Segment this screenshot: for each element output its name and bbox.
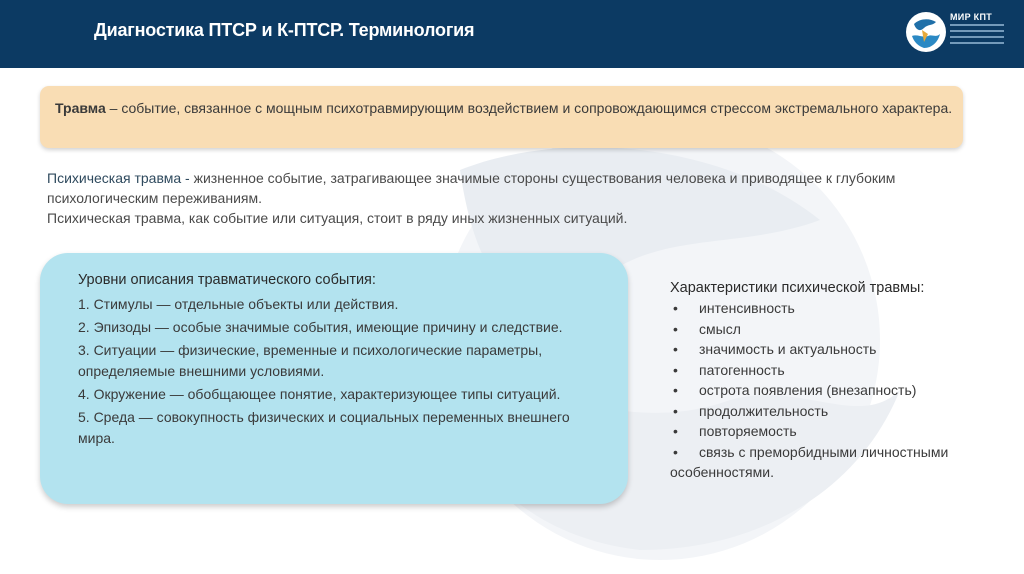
psych-trauma-term: Психическая травма - <box>47 170 190 186</box>
levels-box <box>40 253 628 504</box>
list-item: 1. Стимулы — отдельные объекты или действия. <box>78 296 399 312</box>
list-item: • острота появления (внезапность) <box>670 380 990 401</box>
levels-title: Уровни описания травматического события: <box>78 272 376 288</box>
header-bar <box>0 0 1024 68</box>
psych-trauma-definition <box>47 168 947 208</box>
psych-trauma-paragraph <box>47 168 947 228</box>
psych-trauma-line2: Психическая травма, как событие или ситуация, стоит в ряду иных жизненных ситуаций. <box>47 210 628 226</box>
definition-term: Травма <box>55 100 106 116</box>
logo-name: МИР КПТ <box>950 12 993 22</box>
logo-subtitle-lines <box>950 24 1004 48</box>
psych-trauma-body: жизненное событие, затрагивающее значимые стороны существования человека и приводящее к глубоким психологическим переживаниям. <box>47 170 896 206</box>
list-item: 3. Ситуации — физические, временные и психологические параметры, определяемые внешними условиями. <box>78 342 543 379</box>
list-item: • связь с преморбидными личностными особенностями. <box>670 442 990 483</box>
characteristics-block <box>670 278 990 483</box>
list-item: • продолжительность <box>670 401 990 422</box>
list-item: 2. Эпизоды — особые значимые события, имеющие причину и следствие. <box>78 319 563 335</box>
list-item: 4. Окружение — обобщающее понятие, характеризующее типы ситуаций. <box>78 386 561 402</box>
levels-list <box>78 294 598 451</box>
list-item: • смысл <box>670 319 990 340</box>
logo <box>904 10 1014 58</box>
page-title: Диагностика ПТСР и К-ПТСР. Терминология <box>94 20 475 40</box>
list-item: 5. Среда — совокупность физических и социальных переменных внешнего мира. <box>78 409 570 446</box>
definition-box <box>40 86 963 148</box>
list-item: • значимость и актуальность <box>670 339 990 360</box>
characteristics-list <box>670 298 990 483</box>
globe-icon <box>904 10 948 54</box>
definition-text <box>55 98 955 118</box>
list-item: • повторяемость <box>670 421 990 442</box>
characteristics-title: Характеристики психической травмы: <box>670 280 925 296</box>
list-item: • интенсивность <box>670 298 990 319</box>
list-item: • патогенность <box>670 360 990 381</box>
definition-body: – событие, связанное с мощным психотравмирующим воздействием и сопровождающимся стрессом экстремального характера. <box>105 100 953 116</box>
